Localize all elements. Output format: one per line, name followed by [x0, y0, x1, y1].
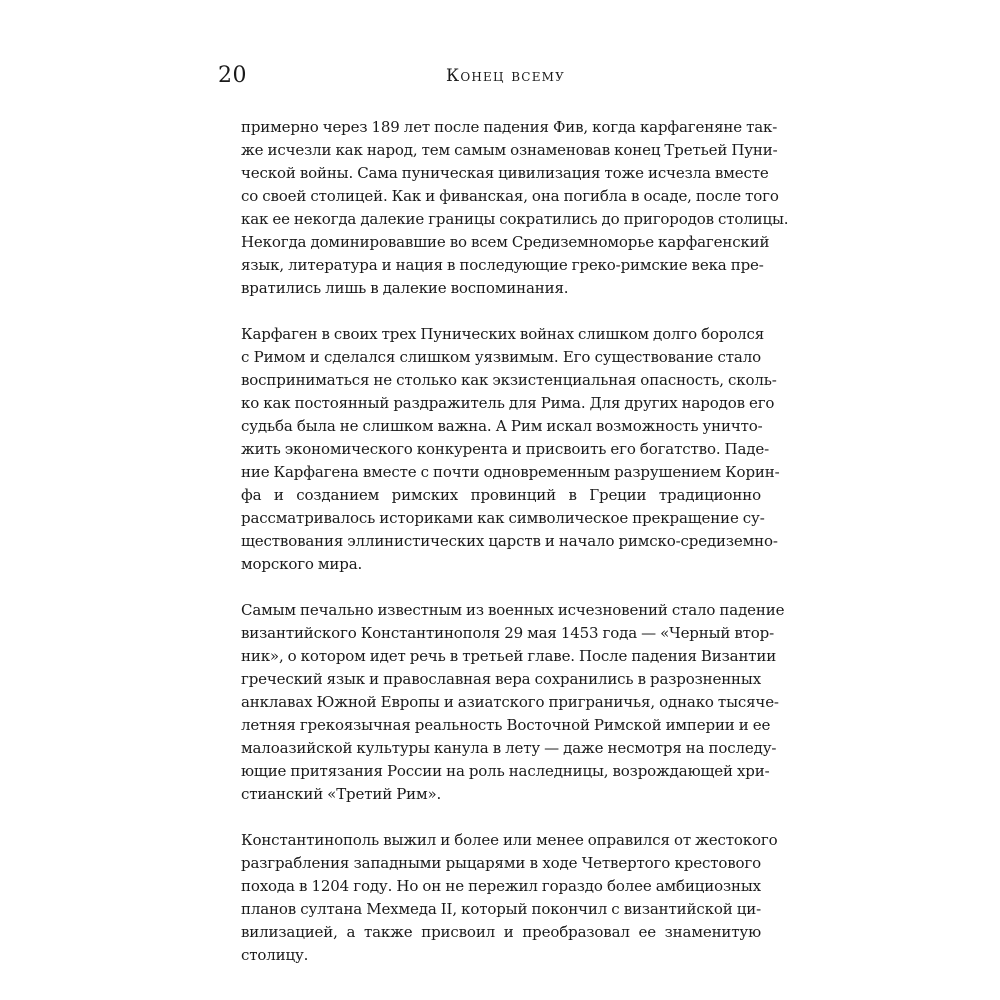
text-line: планов султана Мехмеда II, который покончил с византийской ци- [241, 900, 761, 918]
text-line: судьба была не слишком важна. А Рим искал возможность уничто- [241, 417, 763, 435]
text-line: Некогда доминировавшие во всем Средиземноморье карфагенский [241, 233, 770, 251]
text-line: примерно через 189 лет после падения Фив, когда карфагеняне так- [241, 118, 778, 136]
paragraph-2 [241, 323, 780, 576]
text-line: ющие притязания России на роль наследницы, возрождающей хри- [241, 762, 770, 780]
running-head: Конец всему [446, 66, 566, 86]
text-line: малоазийской культуры канула в лету — даже несмотря на последу- [241, 739, 777, 757]
text-line: ко как постоянный раздражитель для Рима. Для других народов его [241, 394, 775, 412]
text-line: вратились лишь в далекие воспоминания. [241, 279, 569, 297]
text-line: вилизацией, а также присвоил и преобразовал ее знаменитую [241, 923, 761, 941]
text-line: с Римом и сделался слишком уязвимым. Его существование стало [241, 348, 761, 366]
text-line: жить экономического конкурента и присвоить его богатство. Паде- [241, 440, 770, 458]
paragraph-1 [241, 116, 789, 300]
text-line: греческий язык и православная вера сохранились в разрозненных [241, 670, 761, 688]
text-line: похода в 1204 году. Но он не пережил гораздо более амбициозных [241, 877, 761, 895]
text-line: анклавах Южной Европы и азиатского приграничья, однако тысяче- [241, 693, 779, 711]
text-line: разграбления западными рыцарями в ходе Четвертого крестового [241, 854, 761, 872]
page-number: 20 [218, 63, 247, 88]
text-line: стианский «Третий Рим». [241, 785, 442, 803]
text-line: рассматривалось историками как символическое прекращение су- [241, 509, 765, 527]
text-line: как ее некогда далекие границы сократились до пригородов столицы. [241, 210, 789, 228]
text-line: летняя грекоязычная реальность Восточной Римской империи и ее [241, 716, 771, 734]
text-line: язык, литература и нация в последующие греко-римские века пре- [241, 256, 764, 274]
text-line: Константинополь выжил и более или менее оправился от жестокого [241, 831, 778, 849]
body-text [241, 116, 789, 990]
text-line: византийского Константинополя 29 мая 1453 года — «Черный втор- [241, 624, 775, 642]
text-line: со своей столицей. Как и фиванская, она погибла в осаде, после того [241, 187, 779, 205]
text-line: ществования эллинистических царств и начало римско-средиземно- [241, 532, 778, 550]
text-line: морского мира. [241, 555, 363, 573]
text-line: Карфаген в своих трех Пунических войнах слишком долго боролся [241, 325, 765, 343]
text-line: ник», о котором идет речь в третьей главе. После падения Византии [241, 647, 777, 665]
text-line: Самым печально известным из военных исчезновений стало падение [241, 601, 785, 619]
paragraph-3 [241, 599, 785, 806]
text-line: же исчезли как народ, тем самым ознаменовав конец Третьей Пуни- [241, 141, 778, 159]
text-line: фа и созданием римских провинций в Греции традиционно [241, 486, 761, 504]
text-line: ческой войны. Сама пуническая цивилизация тоже исчезла вместе [241, 164, 769, 182]
text-line: ние Карфагена вместе с почти одновременным разрушением Корин- [241, 463, 780, 481]
text-line: восприниматься не столько как экзистенциальная опасность, сколь- [241, 371, 777, 389]
paragraph-4 [241, 829, 778, 967]
text-line: столицу. [241, 946, 309, 964]
